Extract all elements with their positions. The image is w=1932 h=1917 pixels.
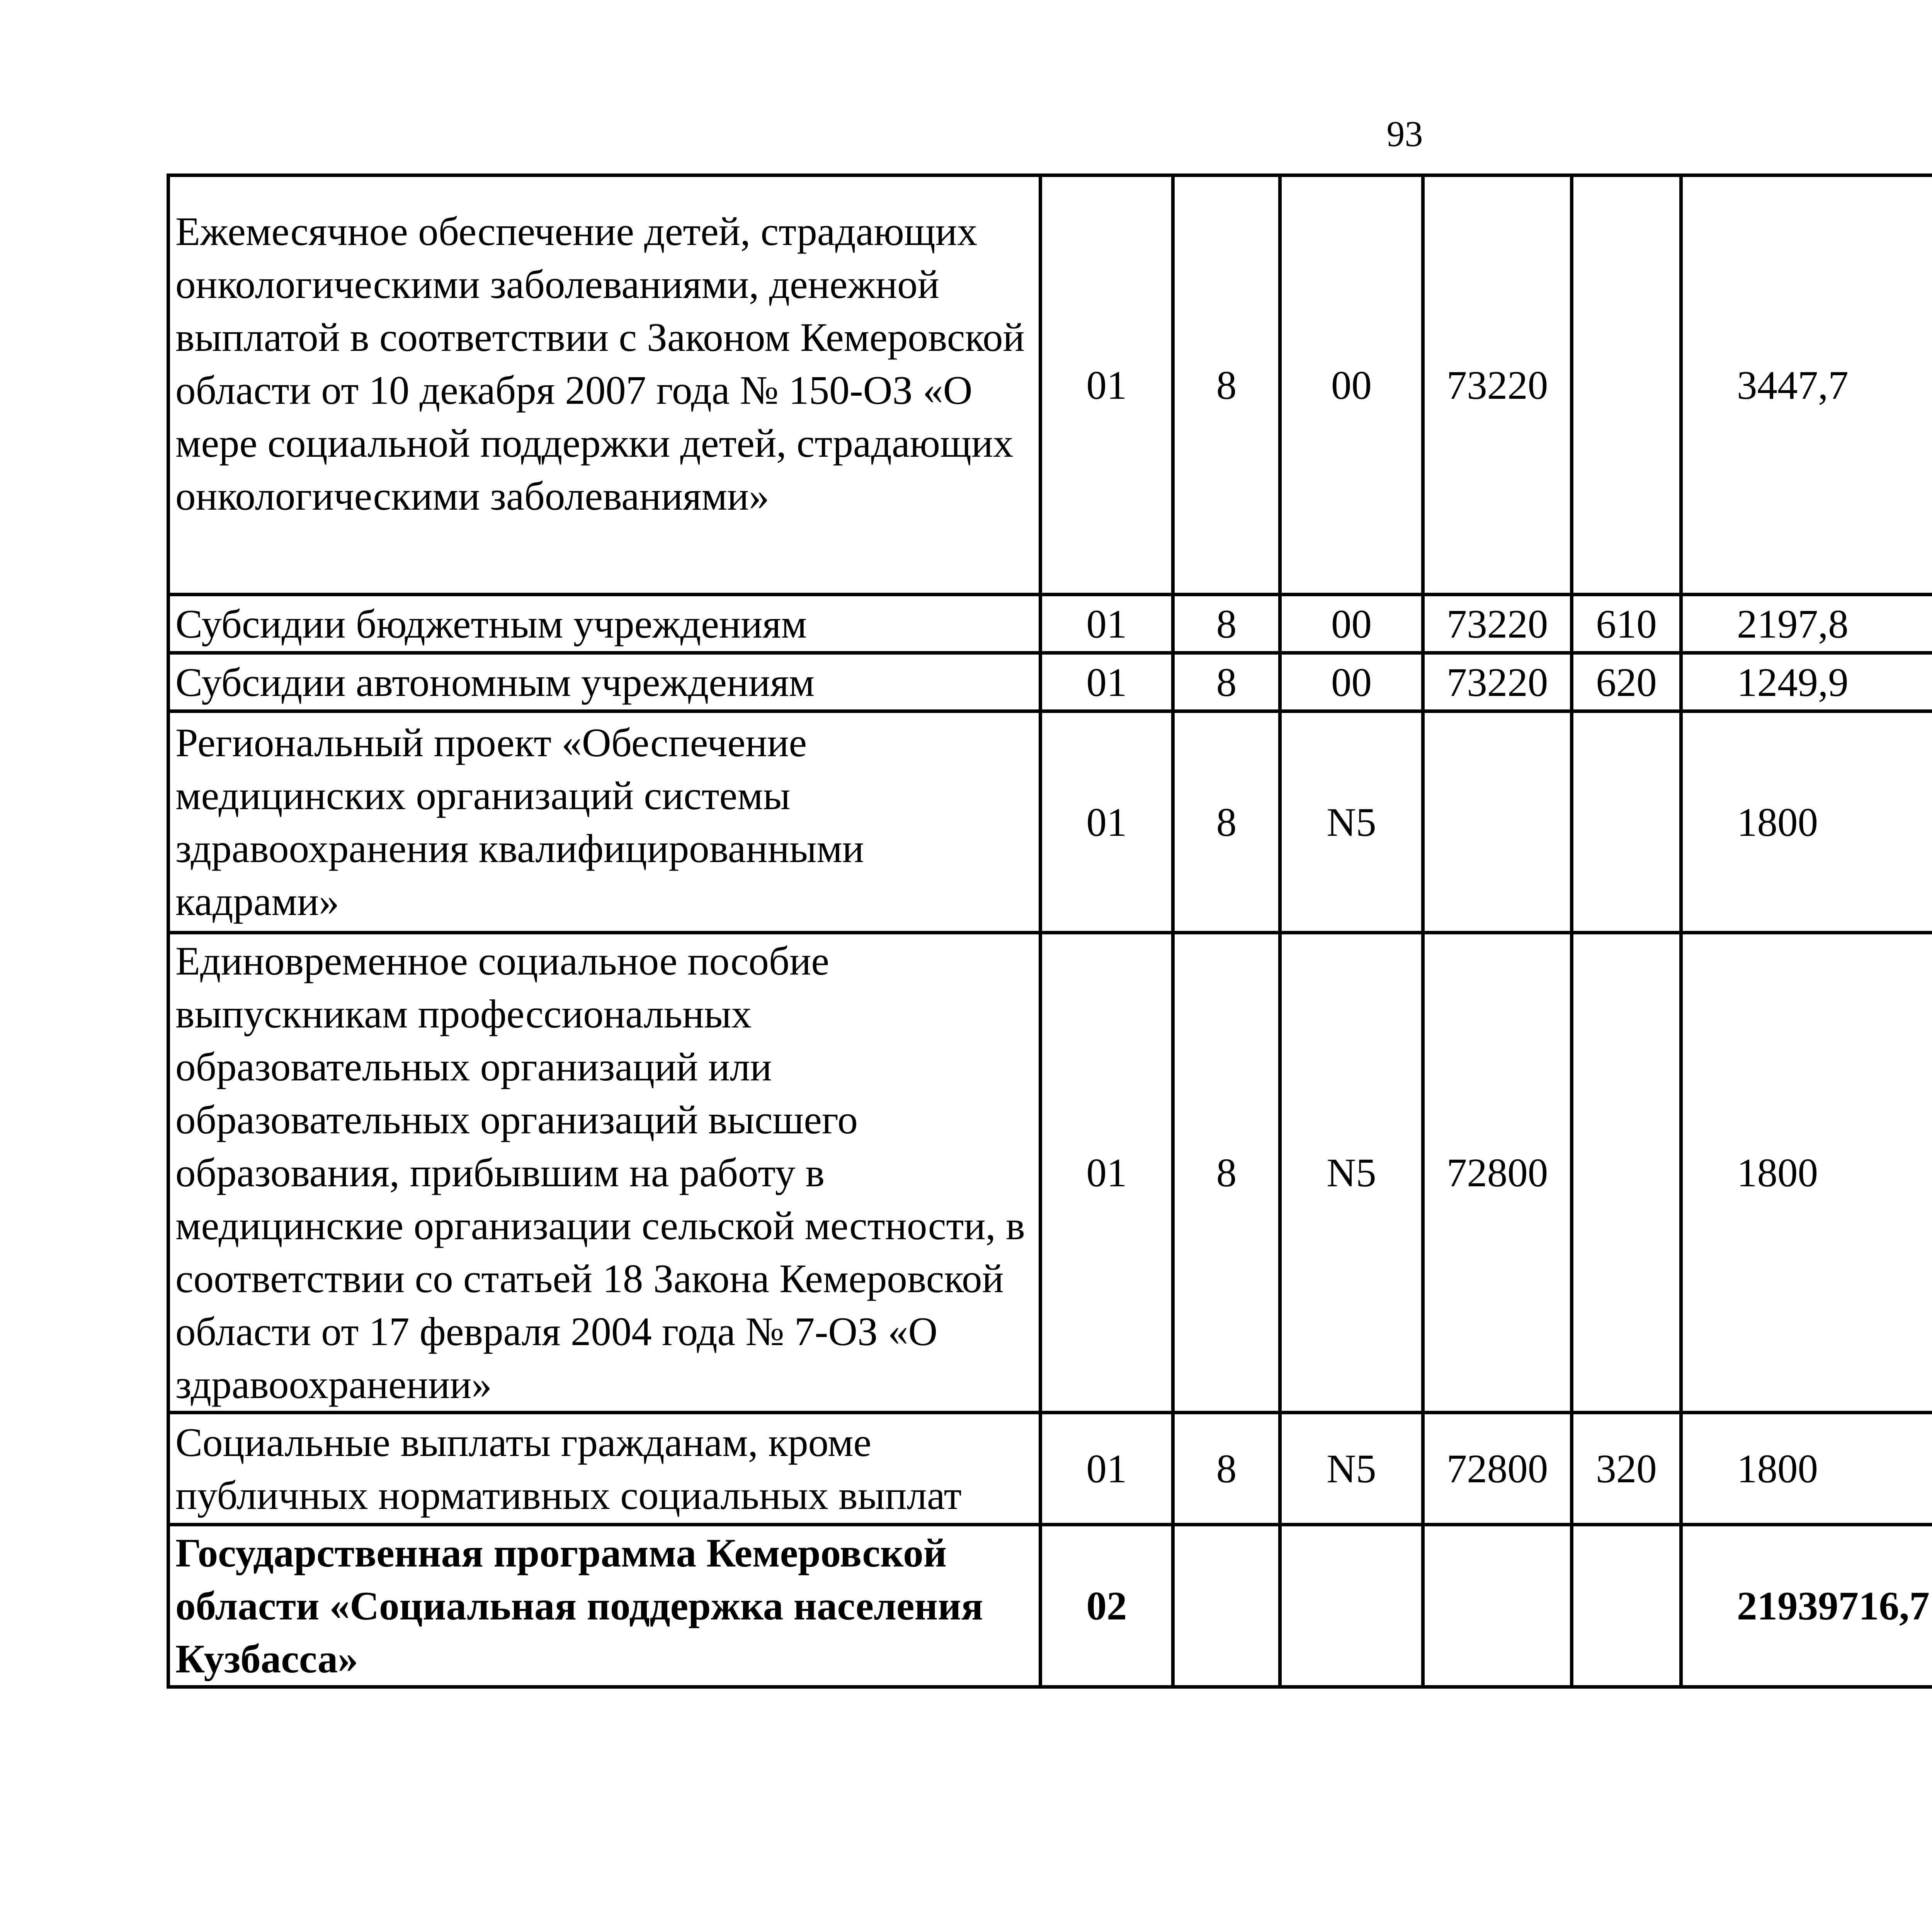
program-code: 01 (1041, 653, 1173, 711)
row-name: Региональный проект «Обеспечение медицинских организаций системы здравоохранения квалифицированными кадрами» (168, 711, 1041, 933)
table-row (168, 175, 1932, 595)
row-name: Субсидии бюджетным учреждениям (168, 595, 1041, 653)
expense-direction-code (1423, 1525, 1572, 1687)
expense-direction-code: 73220 (1423, 595, 1572, 653)
program-code: 01 (1041, 595, 1173, 653)
amount-year-1: 1800 (1681, 1413, 1932, 1525)
event-code: N5 (1280, 711, 1423, 933)
page-number: 93 (1386, 114, 1423, 154)
event-code: N5 (1280, 1413, 1423, 1525)
subprogram-code: 8 (1173, 653, 1280, 711)
row-name: Субсидии автономным учреждениям (168, 653, 1041, 711)
event-code: 00 (1280, 595, 1423, 653)
amount-year-1: 3447,7 (1681, 175, 1932, 595)
table-row (168, 711, 1932, 933)
table-row-total (168, 1525, 1932, 1687)
table-row (168, 653, 1932, 711)
subprogram-code: 8 (1173, 711, 1280, 933)
expense-direction-code: 72800 (1423, 1413, 1572, 1525)
program-code: 01 (1041, 175, 1173, 595)
program-code: 02 (1041, 1525, 1173, 1687)
expense-direction-code: 73220 (1423, 175, 1572, 595)
expense-type-code: 320 (1572, 1413, 1681, 1525)
table-row (168, 1413, 1932, 1525)
subprogram-code: 8 (1173, 933, 1280, 1413)
amount-year-1: 21939716,7 (1681, 1525, 1932, 1687)
program-code: 01 (1041, 933, 1173, 1413)
amount-year-1: 1249,9 (1681, 653, 1932, 711)
event-code: N5 (1280, 933, 1423, 1413)
subprogram-code (1173, 1525, 1280, 1687)
expense-type-code (1572, 933, 1681, 1413)
event-code (1280, 1525, 1423, 1687)
table-row (168, 595, 1932, 653)
expense-type-code: 610 (1572, 595, 1681, 653)
row-name: Единовременное социальное пособие выпускникам профессиональных образовательных организаций или образовательных организаций высшего образования, прибывшим на работу в медицинские организации сельской местности, в соответствии со статьей 18 Закона Кемеровской области от 17 февраля 2004 года № 7-ОЗ «О здравоохранении» (168, 933, 1041, 1413)
table-row (168, 933, 1932, 1413)
expense-type-code (1572, 711, 1681, 933)
expense-type-code: 620 (1572, 653, 1681, 711)
expense-type-code (1572, 1525, 1681, 1687)
subprogram-code: 8 (1173, 175, 1280, 595)
amount-year-1: 2197,8 (1681, 595, 1932, 653)
event-code: 00 (1280, 653, 1423, 711)
budget-table (167, 173, 1932, 1689)
expense-direction-code: 72800 (1423, 933, 1572, 1413)
row-name: Государственная программа Кемеровской области «Социальная поддержка населения Кузбасса» (168, 1525, 1041, 1687)
event-code: 00 (1280, 175, 1423, 595)
program-code: 01 (1041, 1413, 1173, 1525)
amount-year-1: 1800 (1681, 711, 1932, 933)
amount-year-1: 1800 (1681, 933, 1932, 1413)
subprogram-code: 8 (1173, 595, 1280, 653)
row-name: Социальные выплаты гражданам, кроме публичных нормативных социальных выплат (168, 1413, 1041, 1525)
expense-type-code (1572, 175, 1681, 595)
subprogram-code: 8 (1173, 1413, 1280, 1525)
program-code: 01 (1041, 711, 1173, 933)
expense-direction-code (1423, 711, 1572, 933)
expense-direction-code: 73220 (1423, 653, 1572, 711)
row-name: Ежемесячное обеспечение детей, страдающих онкологическими заболеваниями, денежной выплатой в соответствии с Законом Кемеровской области от 10 декабря 2007 года № 150-ОЗ «О мере социальной поддержки детей, страдающих онкологическими заболеваниями» (168, 175, 1041, 595)
